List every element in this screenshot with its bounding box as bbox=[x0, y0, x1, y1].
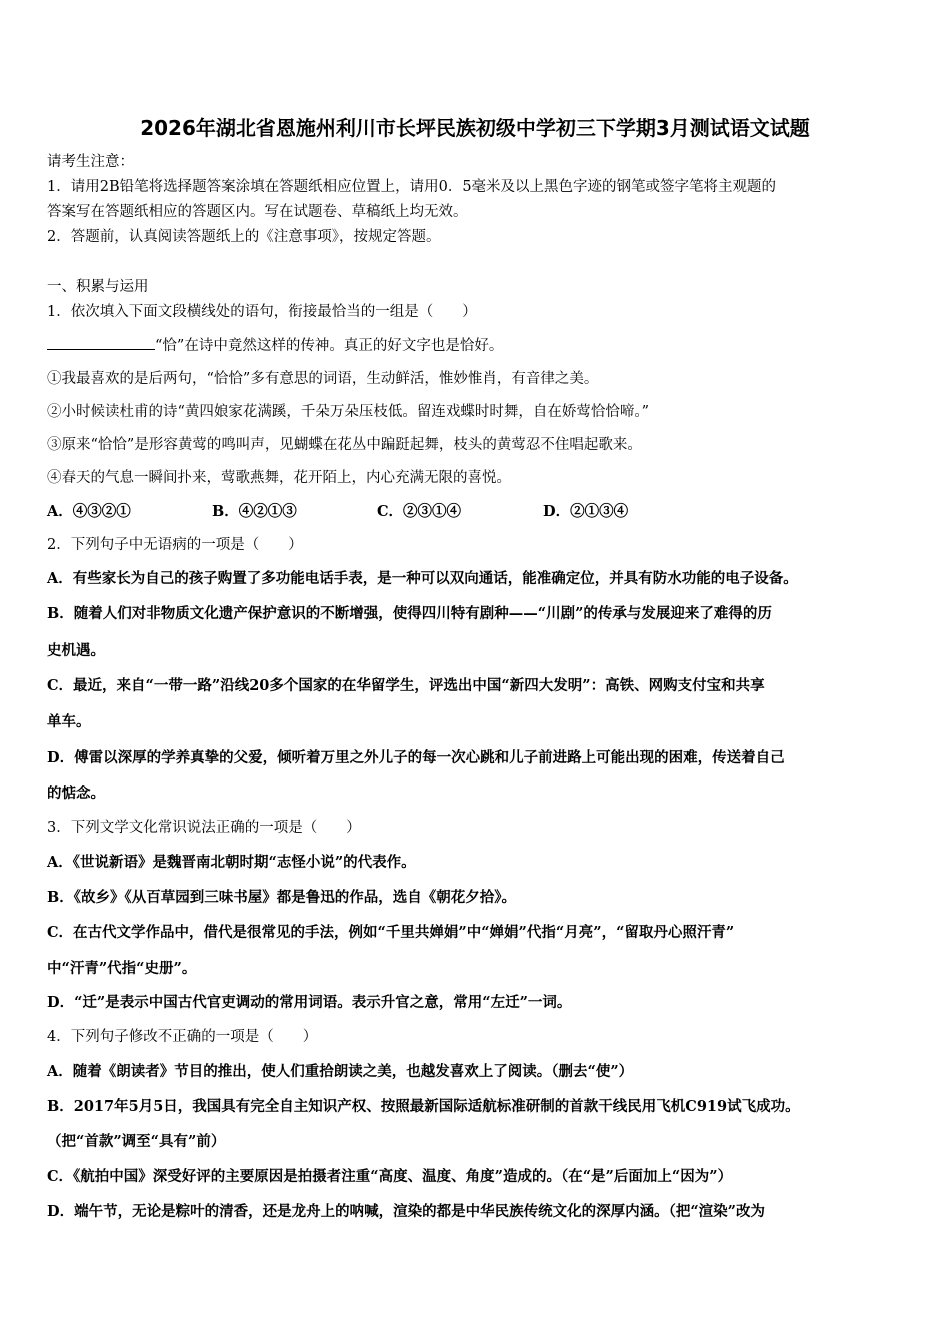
q2-option-a: A．有些家长为自己的孩子购置了多功能电话手表，是一种可以双向通话，能准确定位，并具有防水功能的电子设备。 bbox=[47, 570, 798, 587]
q3-option-c-line-2: 中“汗青”代指“史册”。 bbox=[47, 960, 197, 977]
notice-heading: 请考生注意： bbox=[47, 154, 134, 170]
q3-option-b: B．《故乡》《从百草园到三味书屋》都是鲁迅的作品，选自《朝花夕拾》。 bbox=[47, 889, 517, 906]
q1-option-b: B．④②①③ bbox=[212, 503, 297, 520]
q2-option-b-line-2: 史机遇。 bbox=[47, 642, 105, 659]
notice-line-1: 1．请用2B铅笔将选择题答案涂填在答题纸相应位置上，请用0．5毫米及以上黑色字迹的钢笔或签字笔将主观题的 bbox=[47, 179, 777, 195]
q4-stem: 4．下列句子修改不正确的一项是（ ） bbox=[47, 1029, 318, 1045]
q2-option-d-line-1: D．傅雷以深厚的学养真挚的父爱，倾听着万里之外儿子的每一次心跳和儿子前进路上可能出现的困难，传送着自己 bbox=[47, 749, 785, 766]
q2-stem: 2．下列句子中无语病的一项是（ ） bbox=[47, 537, 303, 553]
fill-in-blank bbox=[47, 335, 155, 350]
q1-option-c: C．②③①④ bbox=[377, 503, 462, 520]
q1-sentence-1: ①我最喜欢的是后两句，“恰恰”多有意思的词语，生动鲜活，惟妙惟肖，有音律之美。 bbox=[47, 371, 599, 387]
q1-text-content: “恰”在诗中竟然这样的传神。真正的好文字也是恰好。 bbox=[155, 338, 504, 354]
q1-option-a: A．④③②① bbox=[47, 503, 131, 520]
q3-option-d: D．“迁”是表示中国古代官吏调动的常用词语。表示升官之意，常用“左迁”一词。 bbox=[47, 994, 572, 1011]
q3-option-a: A．《世说新语》是魏晋南北朝时期“志怪小说”的代表作。 bbox=[47, 854, 416, 871]
section-heading: 一、积累与运用 bbox=[47, 279, 149, 295]
q2-option-b-line-1: B．随着人们对非物质文化遗产保护意识的不断增强，使得四川特有剧种——“川剧”的传承与发展迎来了难得的历 bbox=[47, 605, 772, 622]
notice-line-2: 答案写在答题纸相应的答题区内。写在试题卷、草稿纸上均无效。 bbox=[47, 204, 468, 220]
notice-line-3: 2．答题前，认真阅读答题纸上的《注意事项》，按规定答题。 bbox=[47, 229, 441, 245]
q1-sentence-3: ③原来“恰恰”是形容黄莺的鸣叫声，见蝴蝶在花丛中蹁跹起舞，枝头的黄莺忍不住唱起歌来。 bbox=[47, 437, 642, 453]
q1-text bbox=[47, 335, 503, 356]
q1-sentence-4: ④春天的气息一瞬间扑来，莺歌燕舞，花开陌上，内心充满无限的喜悦。 bbox=[47, 470, 511, 486]
page-title: 2026年湖北省恩施州利川市长坪民族初级中学初三下学期3月测试语文试题 bbox=[140, 116, 810, 140]
q2-option-c-line-2: 单车。 bbox=[47, 713, 91, 730]
q4-option-d: D．端午节，无论是粽叶的清香，还是龙舟上的呐喊，渲染的都是中华民族传统文化的深厚内涵。（把“渲染”改为 bbox=[47, 1203, 766, 1220]
q2-option-c-line-1: C．最近，来自“一带一路”沿线20多个国家的在华留学生，评选出中国“新四大发明”：高铁、网购支付宝和共享 bbox=[47, 677, 765, 694]
q4-option-b-line-1: B．2017年5月5日，我国具有完全自主知识产权、按照最新国际适航标准研制的首款干线民用飞机C919试飞成功。 bbox=[47, 1098, 800, 1115]
q4-option-b-line-2: （把“首款”调至“具有”前） bbox=[47, 1133, 226, 1150]
q2-option-d-line-2: 的惦念。 bbox=[47, 785, 105, 802]
q1-stem: 1．依次填入下面文段横线处的语句，衔接最恰当的一组是（ ） bbox=[47, 304, 477, 320]
q3-option-c-line-1: C．在古代文学作品中，借代是很常见的手法，例如“千里共婵娟”中“婵娟”代指“月亮”，“留取丹心照汗青” bbox=[47, 924, 735, 941]
q4-option-a: A．随着《朗读者》节目的推出，使人们重拾朗读之美，也越发喜欢上了阅读。（删去“使”） bbox=[47, 1063, 634, 1080]
q1-option-d: D．②①③④ bbox=[543, 503, 629, 520]
q3-stem: 3．下列文学文化常识说法正确的一项是（ ） bbox=[47, 820, 361, 836]
q1-sentence-2: ②小时候读杜甫的诗“黄四娘家花满蹊，千朵万朵压枝低。留连戏蝶时时舞，自在娇莺恰恰啼。” bbox=[47, 404, 650, 420]
q4-option-c: C．《航拍中国》深受好评的主要原因是拍摄者注重“高度、温度、角度”造成的。（在“是”后面加上“因为”） bbox=[47, 1168, 733, 1185]
